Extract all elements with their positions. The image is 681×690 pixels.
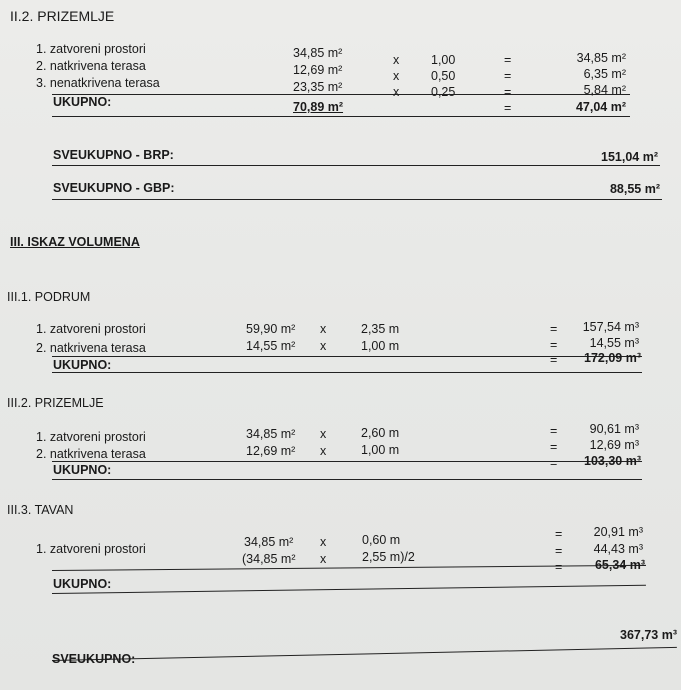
volume-row-area: 12,69 m² — [246, 444, 296, 458]
volume-row-result: 44,43 m³ — [593, 542, 643, 556]
total-rule — [52, 479, 642, 480]
total-label: UKUPNO: — [53, 95, 112, 109]
area-row-area: 12,69 m² — [293, 63, 343, 77]
total-result: 65,34 m³ — [594, 558, 645, 572]
total-label: UKUPNO: — [53, 463, 112, 477]
volume-row-eq: = — [550, 440, 558, 454]
volume-row-area: 14,55 m² — [246, 339, 296, 353]
total-rule — [52, 585, 646, 594]
total-eq: = — [504, 101, 512, 115]
brp-label: SVEUKUPNO - BRP: — [53, 148, 174, 162]
volume-row-op: x — [320, 427, 327, 441]
volume-row-label: 1. zatvoreni prostori — [36, 430, 146, 444]
grand-total-rule — [52, 647, 677, 661]
area-row-eq: = — [504, 85, 512, 99]
area-row-area: 23,35 m² — [293, 80, 343, 94]
volume-row-label: 1. zatvoreni prostori — [36, 542, 146, 556]
section-heading-iii: III. ISKAZ VOLUMENA — [10, 235, 140, 249]
volume-row-label: 2. natkrivena terasa — [36, 341, 146, 355]
total-rule — [52, 116, 630, 117]
subsection-heading: III.1. PODRUM — [7, 290, 91, 304]
total-eq: = — [555, 560, 563, 574]
area-row-factor: 1,00 — [431, 53, 456, 67]
volume-row-height: 1,00 m — [361, 443, 400, 457]
volume-row-label: 1. zatvoreni prostori — [36, 322, 146, 336]
volume-row-height: 2,35 m — [361, 322, 400, 336]
area-row-factor: 0,50 — [431, 69, 456, 83]
area-row-factor: 0,25 — [431, 85, 456, 99]
volume-row-op: x — [320, 322, 327, 336]
brp-rule — [52, 165, 660, 166]
area-row-op: x — [393, 53, 400, 67]
total-rule — [52, 94, 630, 95]
volume-row-height: 2,60 m — [361, 426, 400, 440]
volume-row-op: x — [320, 444, 327, 458]
total-result: 103,30 m³ — [584, 454, 641, 468]
total-rule — [52, 372, 642, 373]
volume-row-eq: = — [550, 322, 558, 336]
grand-total-label: SVEUKUPNO: — [52, 652, 136, 666]
volume-row-result: 12,69 m³ — [589, 438, 639, 452]
area-row-label: 1. zatvoreni prostori — [36, 42, 146, 56]
volume-row-label: 2. natkrivena terasa — [36, 447, 146, 461]
volume-row-height: 2,55 m)/2 — [362, 550, 415, 564]
area-row-op: x — [393, 69, 400, 83]
area-row-eq: = — [504, 69, 512, 83]
subsection-heading: III.2. PRIZEMLJE — [7, 396, 104, 410]
volume-row-area: 34,85 m² — [244, 535, 294, 549]
volume-row-area: 34,85 m² — [246, 427, 296, 441]
gbp-label: SVEUKUPNO - GBP: — [53, 181, 175, 195]
volume-row-area: (34,85 m² — [242, 552, 296, 566]
volume-row-op: x — [320, 339, 327, 353]
total-result: 172,09 m³ — [584, 351, 641, 365]
total-eq: = — [550, 353, 558, 367]
area-row-area: 34,85 m² — [293, 46, 343, 60]
gbp-value: 88,55 m² — [609, 182, 660, 196]
volume-row-area: 59,90 m² — [246, 322, 296, 336]
section-heading-ii2: II.2. PRIZEMLJE — [10, 8, 115, 24]
area-row-op: x — [393, 85, 400, 99]
grand-total-value: 367,73 m³ — [620, 628, 677, 642]
total-area: 70,89 m² — [293, 100, 344, 114]
area-row-label: 2. natkrivena terasa — [36, 59, 146, 73]
area-row-result: 34,85 m² — [576, 51, 626, 65]
volume-row-result: 14,55 m³ — [589, 336, 639, 350]
volume-row-eq: = — [550, 424, 558, 438]
volume-row-height: 1,00 m — [361, 339, 400, 353]
gbp-rule — [52, 199, 662, 200]
total-eq: = — [550, 456, 558, 470]
total-label: UKUPNO: — [53, 358, 112, 372]
total-label: UKUPNO: — [53, 577, 112, 591]
area-row-label: 3. nenatkrivena terasa — [36, 76, 160, 90]
volume-row-eq: = — [550, 338, 558, 352]
volume-row-eq: = — [555, 527, 563, 541]
area-row-eq: = — [504, 53, 512, 67]
area-row-result: 5,84 m² — [583, 83, 626, 97]
volume-row-result: 157,54 m³ — [582, 320, 639, 334]
volume-row-result: 20,91 m³ — [593, 525, 643, 539]
volume-row-result: 90,61 m³ — [589, 422, 639, 436]
area-row-result: 6,35 m² — [583, 67, 626, 81]
volume-row-height: 0,60 m — [362, 533, 401, 547]
volume-row-eq: = — [555, 544, 563, 558]
subsection-heading: III.3. TAVAN — [7, 503, 74, 517]
volume-row-op: x — [320, 535, 327, 549]
volume-row-op: x — [320, 552, 327, 566]
brp-value: 151,04 m² — [601, 150, 658, 164]
total-result: 47,04 m² — [575, 100, 626, 114]
